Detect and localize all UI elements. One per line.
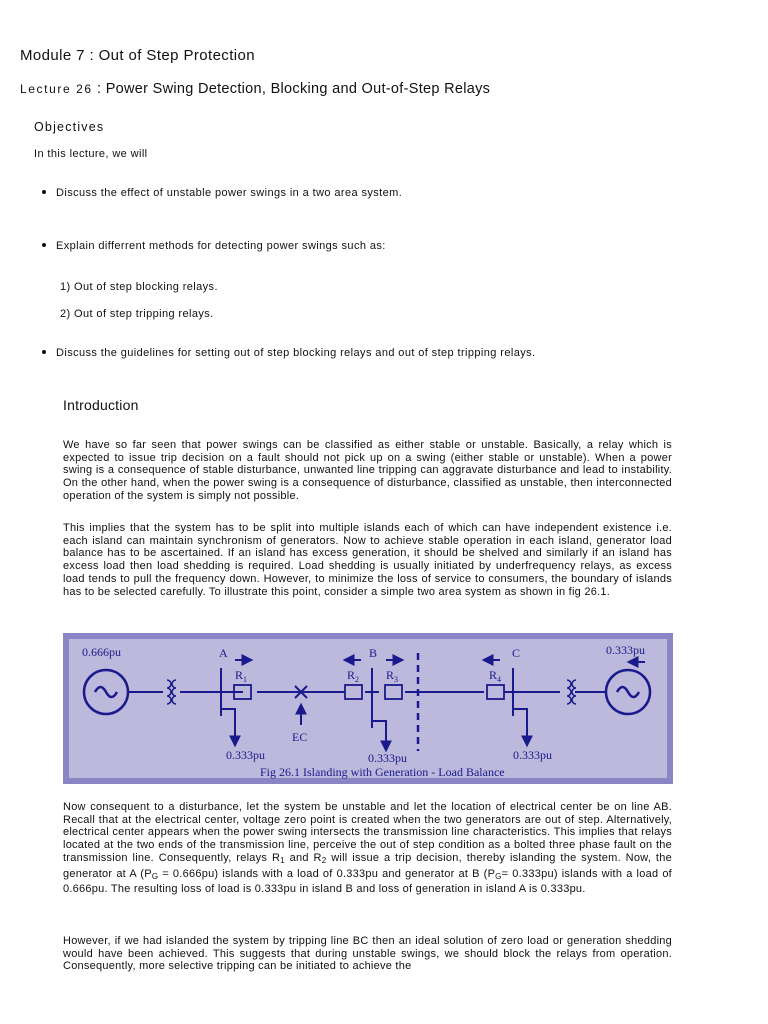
bullet-text: Discuss the effect of unstable power swings in a two area system. [56,187,403,199]
gen-left-label: 0.666pu [82,645,121,659]
figure-26-1 [63,633,673,784]
bus-c-label: C [512,646,521,660]
objective-subitem: 2) Out of step tripping relays. [60,308,214,320]
relay-r1-label: $R_1$ [235,668,248,684]
load-a-label: 0.333pu [226,748,265,762]
gen-right-label: 0.333pu [606,643,645,657]
module-title: Module 7 : Out of Step Protection [20,47,255,64]
relay-r2-label: $R_2$ [347,668,360,684]
relay-r4-label: $R_4$ [489,668,502,684]
load-b-label: 0.333pu [368,751,407,765]
islanding-diagram [63,633,673,784]
objective-bullet [42,347,535,359]
objectives-intro: In this lecture, we will [34,148,148,160]
bullet-dot-icon [42,243,46,247]
figure-caption: Fig 26.1 Islanding with Generation - Load Balance [260,765,505,779]
paragraph-4: However, if we had islanded the system by tripping line BC then an ideal solution of zero load or generation shedding would have been achieved. This suggests that during unstable swings, we should block the relays from operation. Consequently, more selective tripping can be initiated to achieve the [63,935,672,973]
bus-a-label: A [219,646,228,660]
load-c-label: 0.333pu [513,748,552,762]
introduction-heading: Introduction [63,397,139,413]
lecture-title [20,80,490,98]
bus-b-label: B [369,646,378,660]
objectives-heading: Objectives [34,120,105,134]
bullet-dot-icon [42,190,46,194]
bullet-dot-icon [42,350,46,354]
paragraph-1: We have so far seen that power swings can be classified as either stable or unstable. Basically, a relay which is expected to issue trip decision on a fault should not pick up on a swing (either stable or unstable). When a power swing is a consequence of stable disturbance, unwanted line tripping can aggravate disturbance and lead to instability. On the other hand, when the power swing is a consequence of disturbance, classified as unstable, then interconnected operation of the system is simply not possible. [63,439,672,502]
objective-bullet [42,187,402,199]
objective-subitem: 1) Out of step blocking relays. [60,281,218,293]
paragraph-3: Now consequent to a disturbance, let the system be unstable and let the location of electrical center be on line AB. Recall that at the electrical center, voltage zero point is created when the two generators are out of step. Alternatively, electrical center appears when the power swing intersects the transmission line characteristics. This implies that relays located at the two ends of the transmission line, perceive the out of step condition as a bolted three phase fault on the transmission line. Consequently, relays $R_1$ and $R_2$ will issue a trip decision, thereby islanding the system. Now, the generator at A $(P_G = 0.666pu)$ islands with a load of 0.333pu and generator at B $(P_G= 0.333pu)$ islands with a load of 0.666pu. The resulting loss of load is 0.333pu in island B and loss of generation in island A is 0.333pu. [63,801,672,896]
bullet-text: Discuss the guidelines for setting out of step blocking relays and out of step tripping relays. [56,347,536,359]
relay-r3-label: $R_3$ [386,668,399,684]
lecture-number: Lecture 26 [20,82,93,96]
lecture-name: : Power Swing Detection, Blocking and Out-of-Step Relays [92,81,491,97]
paragraph-2: This implies that the system has to be split into multiple islands each of which can have independent existence i.e. each island can maintain synchronism of generators. Now to achieve stable operation in each island, generator load balance has to be ascertained. If an island has excess generation, it should be shelved and similarly if an island has excess load then load shedding is required. Load shedding is usually initiated by underfrequency relays, as excess load tends to pull the frequency down. However, to minimize the loss of service to consumers, the boundary of islands has to be selected carefully. To illustrate this point, consider a simple two area system as shown in fig 26.1. [63,522,672,598]
bullet-text: Explain differrent methods for detecting power swings such as: [56,240,386,252]
ec-label: EC [292,730,308,744]
objective-bullet [42,240,386,252]
